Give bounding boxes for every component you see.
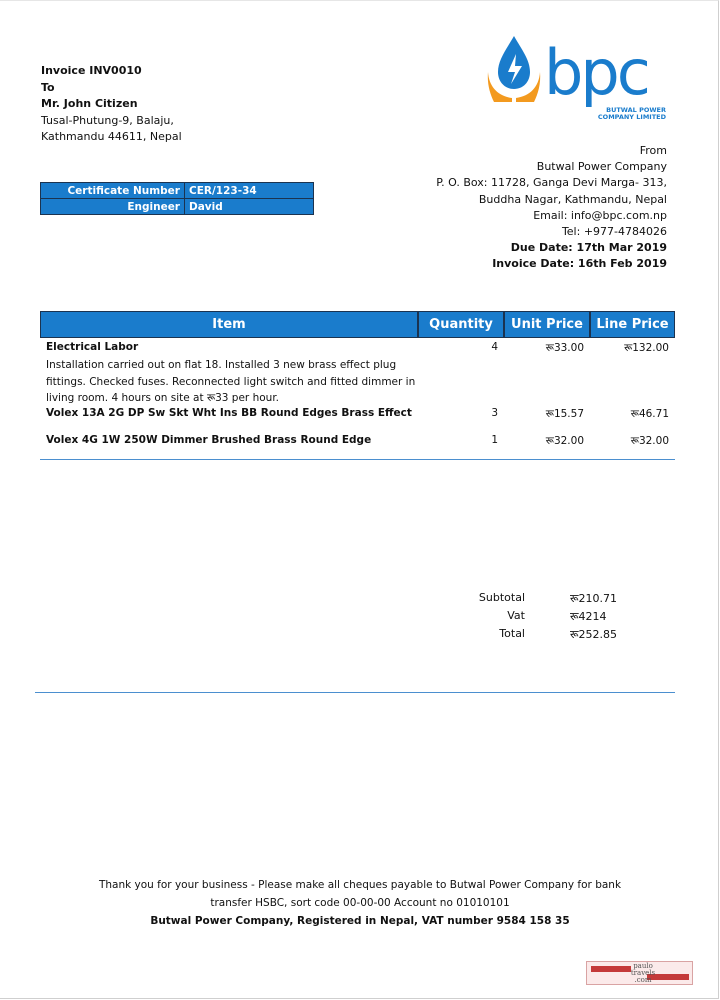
from-tel: Tel: +977-4784026 <box>561 225 667 239</box>
subtotal-label: Subtotal <box>478 591 525 604</box>
from-email: Email: info@bpc.com.np <box>533 208 667 222</box>
engineer-label: Engineer <box>41 199 185 215</box>
header-item: Item <box>40 311 418 338</box>
vat-label: Vat <box>507 609 525 622</box>
certificate-table <box>40 182 314 215</box>
header-quantity: Quantity <box>418 311 504 338</box>
subtotal-value: रू210.71 <box>570 592 618 605</box>
item-line-price: रू132.00 <box>624 342 669 354</box>
items-table-header <box>40 311 675 338</box>
from-address-line2: Buddha Nagar, Kathmandu, Nepal <box>478 192 667 206</box>
item-description: Installation carried out on flat 18. Installed 3 new brass effect plug fittings. Checked fuses. Reconnected light switch and fitted dimmer in living room. 4 hours on site at रू33 per hour. <box>46 359 416 404</box>
item-line-price: रू32.00 <box>630 435 669 447</box>
item-name: Volex 4G 1W 250W Dimmer Brushed Brass Round Edge <box>46 434 372 446</box>
table-row <box>46 341 670 405</box>
item-name: Electrical Labor <box>46 341 139 353</box>
footer-payment-line2: transfer HSBC, sort code 00-00-00 Account no 01010101 <box>210 897 510 909</box>
engineer-value: David <box>185 199 314 215</box>
invoice-date: Invoice Date: 16th Feb 2019 <box>492 257 667 271</box>
recipient-block <box>41 63 182 146</box>
customer-address-line2: Kathmandu 44611, Nepal <box>41 130 182 143</box>
watermark-text: paulo travels .com <box>630 962 656 984</box>
to-label: To <box>41 80 55 94</box>
table-row <box>46 407 670 423</box>
certificate-number-label: Certificate Number <box>41 183 185 199</box>
total-label: Total <box>499 627 525 640</box>
footer-payment-line1: Thank you for your business - Please make all cheques payable to Butwal Power Company for bank <box>98 879 622 891</box>
bpc-logo-icon <box>486 32 670 122</box>
item-unit-price: रू33.00 <box>545 342 584 354</box>
watermark-stamp <box>586 961 693 985</box>
table-row <box>46 434 670 450</box>
total-value: रू252.85 <box>570 628 618 641</box>
item-name: Volex 13A 2G DP Sw Skt Wht Ins BB Round Edges Brass Effect <box>46 407 412 419</box>
certificate-row <box>41 199 314 215</box>
item-quantity: 4 <box>491 341 498 353</box>
items-divider <box>40 459 675 460</box>
header-unit-price: Unit Price <box>504 311 590 338</box>
logo-wordmark: bpc <box>544 36 648 109</box>
sender-block <box>436 143 667 273</box>
totals-divider <box>35 692 675 693</box>
company-logo <box>486 32 670 122</box>
customer-name: Mr. John Citizen <box>41 97 138 110</box>
invoice-title: Invoice INV0010 <box>41 64 142 77</box>
vat-value: रू4214 <box>570 610 607 623</box>
logo-subtitle-line1: BUTWAL POWER <box>606 106 666 114</box>
from-label: From <box>639 144 667 157</box>
logo-subtitle-line2: COMPANY LIMITED <box>597 113 666 121</box>
from-address-line1: P. O. Box: 11728, Ganga Devi Marga- 313, <box>436 176 667 190</box>
item-quantity: 3 <box>491 407 498 419</box>
item-unit-price: रू15.57 <box>545 408 584 420</box>
certificate-number-value: CER/123-34 <box>185 183 314 199</box>
header-line-price: Line Price <box>590 311 675 338</box>
item-line-price: रू46.71 <box>630 408 669 420</box>
customer-address-line1: Tusal-Phutung-9, Balaju, <box>41 113 174 127</box>
item-unit-price: रू32.00 <box>545 435 584 447</box>
due-date: Due Date: 17th Mar 2019 <box>510 241 667 255</box>
footer-registration: Butwal Power Company, Registered in Nepal, VAT number 9584 158 35 <box>150 915 570 927</box>
footer <box>40 876 680 930</box>
certificate-row <box>41 183 314 199</box>
item-quantity: 1 <box>491 434 498 446</box>
from-company: Butwal Power Company <box>536 160 667 174</box>
